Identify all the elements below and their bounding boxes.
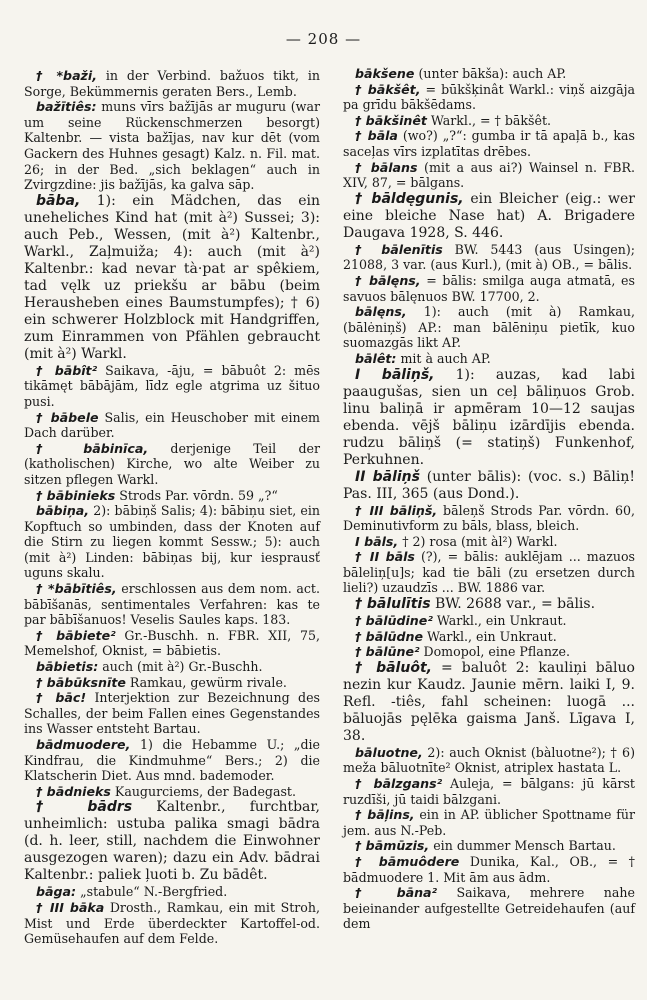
entry-text: ein dummer Mensch Bartau. [429, 838, 616, 854]
dictionary-entry [343, 242, 635, 273]
entry-text: (?), = bālis: auklējam ... mazuos bāleliņ[u]s; kad tie bāli (zu ersetzen durch lieli?) uzaudzīs ... BW. 1886 var. [343, 549, 635, 596]
entry-text: † 2) rosa (mit àl²) Warkl. [398, 533, 558, 549]
entry-text: (mit a aus ai?) Wainsel n. FBR. XIV, 87, = bālgans. [343, 159, 635, 191]
entry-text: in der Verbind. bažuos tikt, in Sorge, Bekümmernis geraten Bers., Lemb. [24, 68, 320, 99]
entry-text: erschlossen aus dem nom. act. bābīšanās, sentimentales Verfahren: kas te par bābīšanuos! Veselis Saules kaps. 183. [24, 581, 320, 628]
entry-text: (unter bālis): (voc. s.) Bāliņ! Pas. III, 365 (aus Dond.). [343, 468, 635, 502]
entry-text: = baluôt 2: kauliņi bāluo nezin kur Kaudz. Jaunie mērn. laiki I, 9. Refl. -tiês, fahl scheinen: luogā ... bāluojās pęlēka gaisma Janš. Līgava I, 38. [343, 659, 635, 744]
entry-text: Salis, ein Heuschober mit einem Dach darüber. [24, 409, 321, 441]
entry-text: Gr.-Buschh. n. FBR. XII, 75, Memelshof, Oknist, = bābietis. [24, 627, 320, 659]
entry-headword: † bāļins, [355, 807, 415, 823]
entry-text: 1): ein Mädchen, das ein uneheliches Kind hat (mit à²) Sussei; 3): auch Peb., Wessen, (mit à²) Kaltenbr., Warkl., Zaļmuiža; 4): auch (mit à²) Kaltenbr.: kad nevar tà·pat ar spêkiem, tad vęlk uz priekšu ar bābu (beim Herausheben eines Baumstumpfes); † 6) ein schwerer Holzblock mit Handgriffen, zum Einrammen von Pfählen gebraucht (mit à²) Warkl. [24, 192, 320, 362]
entry-headword: † bālenītis [355, 241, 443, 257]
entry-headword: † bādrs [36, 799, 133, 816]
entry-text: 1): auch (mit à) Ramkau, (bālėniņš) AP.: man bālēniņu pietīk, kuo suomazgās likt AP. [343, 304, 635, 351]
entry-headword: bāluotne, [355, 744, 423, 760]
dictionary-entry [343, 613, 635, 629]
entry-headword: † bālzgans² [355, 776, 443, 792]
entry-headword: † bākšêt, [355, 81, 421, 97]
dictionary-entry [24, 675, 320, 691]
entry-headword: † bādnieks [36, 783, 111, 799]
entry-headword: † bālūdine² [355, 613, 433, 629]
entry-headword: † bālūne² [355, 644, 420, 660]
dictionary-entry [24, 363, 320, 410]
entry-headword: † III bāka [36, 899, 105, 915]
entry-headword: † bāmuôdere [355, 854, 460, 869]
entry-text: mit à auch AP. [396, 350, 491, 366]
entry-text: = bālis: smilga auga atmatā, es savuos bālęnuos BW. 17700, 2. [343, 272, 635, 304]
entry-text: Warkl., = † bākšêt. [426, 112, 552, 128]
dictionary-entry [343, 644, 635, 660]
entry-text: = būkšķinât Warkl.: viņš aizgāja pa grīdu bākšēdams. [343, 81, 635, 113]
entry-text: (unter bākša): auch AP. [414, 66, 567, 81]
dictionary-entry [24, 799, 320, 884]
entry-headword: bābietis: [36, 659, 99, 675]
dictionary-entry [343, 160, 635, 191]
dictionary-entry [343, 854, 635, 885]
entry-text: 1) die Hebamme U.; „die Kindfrau, die Kindmuhme“ Bers.; 2) die Klatscherin Diet. Aus mnd. bademoder. [24, 737, 320, 784]
entry-text: Warkl., ein Unkraut. [432, 613, 567, 629]
dictionary-entry [343, 469, 635, 503]
right-column [343, 66, 635, 932]
entry-headword: bābiņa, [36, 503, 90, 519]
entry-headword: bālęns, [355, 304, 407, 320]
dictionary-entry [24, 410, 320, 441]
entry-headword: † bākšinêt [355, 112, 427, 128]
dictionary-entry [343, 66, 635, 82]
dictionary-entry [343, 503, 635, 534]
entry-headword: † bābūksnīte [36, 674, 126, 690]
entry-text: 1): auzas, kad labi paaugušas, sien un ceļ bāliņuos Grob. linu baliņā ir apmēram 10—12 saujas ebenda. vējš bāliņu izārdījis ebenda. rudzu bāliņš (= statiņš) Funkenhof, Perkuhnen. [343, 366, 635, 468]
entry-headword: I bāls, [355, 533, 399, 549]
entry-text: Saikava, -āju, = bābuôt 2: mēs tikāmęt bābājām, līdz egle atgrima uz šituo pusi. [24, 362, 320, 409]
entry-headword: † bāna² [355, 885, 438, 901]
dictionary-entry [343, 745, 635, 776]
dictionary-entry [343, 351, 635, 367]
entry-text: Strods Par. vōrdn. 59 „?“ [115, 487, 278, 503]
entry-text: Ramkau, gewürm rivale. [125, 674, 287, 690]
entry-headword: † bābele [36, 409, 99, 425]
entry-headword: II bāliņš [355, 468, 420, 485]
dictionary-entry [343, 660, 635, 745]
entry-headword: † *baži, [36, 68, 97, 83]
dictionary-entry [24, 690, 320, 737]
dictionary-entry [343, 776, 635, 807]
entry-headword: † bāluôt, [355, 659, 432, 676]
entry-text: ein in AP. üblicher Spottname für jem. aus N.-Peb. [343, 807, 635, 838]
entry-headword: † bālulītis [355, 596, 431, 613]
left-column [24, 68, 320, 947]
entry-text: bāleņš Strods Par. vōrdn. 60, Deminutivform zu bāls, blass, bleich. [343, 502, 635, 534]
entry-headword: † bābinīca, [36, 440, 149, 456]
entry-headword: I bāliņš, [355, 366, 435, 383]
page-number: — 208 — [285, 30, 362, 48]
entry-headword: bāga: [36, 884, 77, 900]
entry-headword: † bālūdne [355, 628, 423, 644]
dictionary-entry [24, 628, 320, 659]
dictionary-entry [24, 99, 320, 193]
entry-headword: † bābît² [36, 362, 98, 378]
entry-headword: † bāla [355, 128, 398, 144]
dictionary-entry [24, 884, 320, 900]
dictionary-entry [24, 441, 320, 488]
dictionary-entry [343, 629, 635, 645]
dictionary-entry [24, 659, 320, 675]
entry-text: Auleja, = bālgans: jū kārst ruzdīši, jū taidi bālzgani. [343, 776, 635, 807]
entry-text: 2): auch Oknist (bàluotne²); † 6) meža bāluotnīte² Oknist, atriplex hastata L. [343, 744, 635, 776]
dictionary-entry [24, 503, 320, 581]
entry-headword: † bālęns, [355, 272, 421, 288]
entry-text: Saikava, mehrere nahe beieinander aufgestellte Getreidehaufen (auf dem [343, 885, 635, 932]
entry-text: „stabule“ N.-Bergfried. [76, 884, 228, 900]
entry-text: BW. 2688 var., = bālis. [430, 596, 596, 613]
entry-headword: † bāc! [36, 690, 87, 706]
dictionary-entry [24, 488, 320, 504]
entry-headword: † bāmūzis, [355, 838, 430, 854]
dictionary-entry [24, 737, 320, 784]
entry-headword: † bābiete² [36, 627, 116, 643]
entry-text: Kaltenbr., furchtbar, unheimlich: ustuba palika smagi bādra (d. h. leer, still, nachdem die Einwohner ausgezogen waren); dazu ein Adv. bādrai Kaltenbr.: paliek ļuoti b. Zu bādêt. [24, 799, 320, 884]
entry-text: Drosth., Ramkau, ein mit Stroh, Mist und Erde überdeckter Kartoffel-od. Gemüsehaufen auf dem Felde. [24, 899, 320, 947]
entry-headword: bādmuodere, [36, 737, 131, 752]
dictionary-entry [343, 304, 635, 351]
dictionary-entry [343, 596, 635, 613]
entry-headword: † bālans [355, 159, 418, 175]
entry-text: 2): bābiņš Salis; 4): bābiņu siet, ein Kopftuch so umbinden, dass der Knoten auf die Stirn zu liegen kommt Sessw.; 5): auch (mit à²) Linden: bābiņas bij, kur iesprausť uguns skalu. [24, 503, 320, 581]
dictionary-entry [24, 68, 320, 99]
entry-text: Interjektion zur Bezeichnung des Schalles, der beim Fallen eines Gegenstandes ins Wasser entsteht Bartau. [24, 690, 320, 737]
entry-text: Warkl., ein Unkraut. [423, 628, 557, 644]
entry-text: muns vīrs bažījās ar muguru (war um seine Rückenschmerzen besorgt) Kaltenbr. — vista bažījas, nav kur dēt (vom Gackern des Huhnes gesagt) Kalz. n. Fil. mat. 26; in der Bed. „sich beklagen“ auch in Zvirgzdine: jis bažījās, ka galva sāp. [24, 99, 320, 193]
entry-headword: † *bābītiês, [36, 581, 117, 597]
entry-headword: bālêt: [355, 350, 397, 366]
dictionary-entry [24, 900, 320, 947]
entry-text: Domopol, eine Pflanze. [419, 644, 571, 660]
entry-headword: bažītiês: [36, 99, 97, 115]
dictionary-entry [343, 273, 635, 304]
entry-text: derjenige Teil der (katholischen) Kirche, wo alte Weiber zu sitzen pflegen Warkl. [24, 440, 320, 487]
dictionary-entry [24, 193, 320, 363]
entry-text: auch (mit à²) Gr.-Buschh. [98, 659, 263, 675]
entry-text: (wo?) „?“: gumba ir tā apaļā b., kas saceļas vīrs izplatītas drēbes. [343, 128, 635, 159]
entry-headword: † III bāliņš, [355, 502, 438, 518]
dictionary-entry [343, 82, 635, 113]
dictionary-entry [343, 838, 635, 854]
dictionary-entry [24, 581, 320, 628]
dictionary-entry [343, 128, 635, 159]
entry-headword: † bāldęgunis, [355, 190, 464, 207]
dictionary-entry [24, 784, 320, 800]
entry-headword: bāba, [36, 192, 81, 209]
dictionary-entry [343, 113, 635, 129]
dictionary-entry [343, 885, 635, 932]
entry-headword: † bābinieks [36, 487, 116, 503]
entry-text: BW. 5443 (aus Usingen); 21088, 3 var. (aus Kurl.), (mit à) OB., = bālis. [343, 241, 635, 273]
entry-headword: † II bāls [355, 549, 415, 565]
entry-text: ein Bleicher (eig.: wer eine bleiche Nase hat) A. Brigadere Daugava 1928, S. 446. [343, 190, 635, 241]
dictionary-entry [343, 549, 635, 596]
entry-text: Kaugurciems, der Badegast. [110, 783, 296, 799]
dictionary-entry [343, 367, 635, 469]
entry-headword: bākšene [355, 66, 415, 81]
entry-text: Dunika, Kal., OB., = † bādmuodere 1. Mit ām aus ādm. [343, 854, 635, 885]
dictionary-entry [343, 534, 635, 550]
dictionary-entry [343, 807, 635, 838]
dictionary-entry [343, 191, 635, 242]
